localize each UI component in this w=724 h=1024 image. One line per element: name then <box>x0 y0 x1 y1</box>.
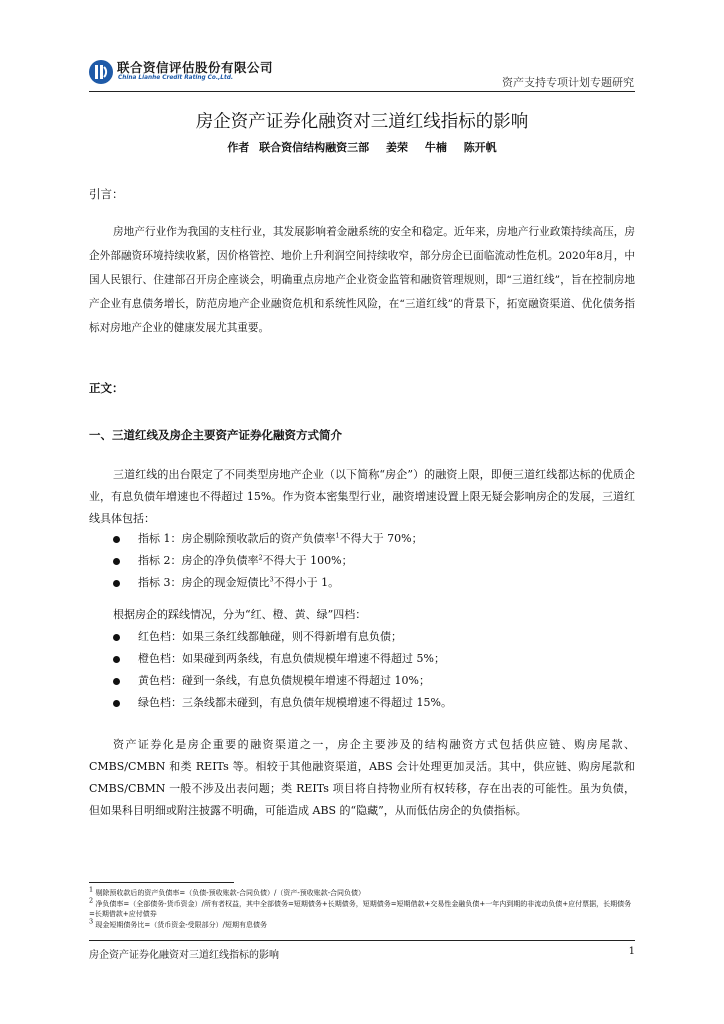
footnotes <box>89 885 635 930</box>
indicator-text: 不得小于 1。 <box>273 576 340 589</box>
footnote <box>89 885 635 899</box>
bullet-icon <box>113 580 120 587</box>
bullet-icon <box>113 678 120 685</box>
bullet-icon <box>113 634 120 641</box>
page-title: 房企资产证券化融资对三道红线指标的影响 <box>195 112 529 132</box>
list-item <box>89 626 635 648</box>
footnote-text: 净负债率=（全部债务-货币资金）/所有者权益，其中全部债务=短期债务+长期债务，短期债务=短期借款+交易性金融负债+一年内到期的非流动负债+应付票据，长期债务=长期借款+应付债券 <box>89 899 632 918</box>
list-item <box>89 670 635 692</box>
tier-text: 绿色档：三条线都未碰到，有息负债年规模增速不得超过 15%。 <box>138 696 452 709</box>
body-paragraph: 资产证券化是房企重要的融资渠道之一，房企主要涉及的结构融资方式包括供应链、购房尾款、CMBS/CMBN 和类 REITs 等。相较于其他融资渠道，ABS 会计处理更加灵活。其中，供应链、购房尾款和 CMBS/CBMN 一般不涉及出表问题；类 REITs 项目将自持物业所有权转移，存在出表的可能性。虽为负债，但如果科目明细或附注披露不明确，可能造成 ABS 的“隐藏”，从而低估房企的负债指标。 <box>89 738 635 817</box>
company-logo <box>89 58 289 92</box>
author-dept: 联合资信结构融资三部 <box>259 141 370 154</box>
tier-text: 黄色档：碰到一条线，有息负债规模年增速不得超过 10%； <box>138 674 430 687</box>
footnote-text: 现金短期债务比=（货币资金-受限部分）/短期有息债务 <box>95 920 267 929</box>
indicator-text: 指标 3：房企的现金短债比 <box>138 576 270 589</box>
indicator-text: 不得大于 100%； <box>262 554 353 567</box>
section-heading: 一、三道红线及房企主要资产证券化融资方式简介 <box>89 428 342 442</box>
list-item <box>89 550 635 572</box>
author-name: 陈开帆 <box>463 141 497 154</box>
footnote <box>89 896 635 920</box>
list-item <box>89 648 635 670</box>
bullet-icon <box>113 700 120 707</box>
header-divider <box>89 91 635 92</box>
bullet-icon <box>113 558 120 565</box>
footer-divider <box>89 940 635 941</box>
tier-list <box>89 626 635 714</box>
indicator-text: 指标 1：房企剔除预收款后的资产负债率 <box>138 532 336 545</box>
list-item <box>89 692 635 714</box>
footnote-ref[interactable]: 3 <box>269 575 274 584</box>
company-name-en: China Lianhe Credit Rating Co.,Ltd. <box>118 75 234 81</box>
footnote-ref[interactable]: 1 <box>335 531 340 540</box>
indicator-text: 指标 2：房企的净负债率 <box>138 554 259 567</box>
list-item <box>89 572 635 594</box>
author-label: 作者 <box>227 141 250 154</box>
page-number: 1 <box>628 946 635 957</box>
footnote-number: 3 <box>89 917 94 926</box>
bullet-icon <box>113 656 120 663</box>
indicator-text: 不得大于 70%； <box>339 532 423 545</box>
footer-title: 房企资产证券化融资对三道红线指标的影响 <box>89 950 279 961</box>
indicator-list <box>89 528 635 594</box>
author-name: 牛楠 <box>424 141 447 154</box>
intro-paragraph: 房地产行业作为我国的支柱行业，其发展影响着金融系统的安全和稳定。近年来，房地产行业政策持续高压，房企外部融资环境持续收紧，因价格管控、地价上升利润空间持续收窄，部分房企已面临流动性危机。2020年8月，中国人民银行、住建部召开房企座谈会，明确重点房地产企业资金监管和融资管理规则，即“三道红线”，旨在控制房地产企业有息债务增长，防范房地产企业融资危机和系统性风险，在“三道红线”的背景下，拓宽融资渠道、优化债务指标对房地产企业的健康发展尤其重要。 <box>89 226 635 334</box>
tiers-intro: 根据房企的踩线情况，分为“红、橙、黄、绿”四档： <box>113 608 367 621</box>
footnote-text: 剔除预收款后的资产负债率=（负债-预收账款-合同负债）/（资产-预收账款-合同负债） <box>95 889 366 897</box>
author-line <box>0 139 724 155</box>
body-paragraph: 三道红线的出台限定了不同类型房地产企业（以下简称“房企”）的融资上限，即便三道红线都达标的优质企业，有息负债年增速也不得超过 15%。作为资本密集型行业，融资增速设置上限无疑会影响房企的发展，三道红线具体包括： <box>89 468 635 525</box>
footnote <box>89 917 635 931</box>
company-name-cn: 联合资信评估股份有限公司 <box>117 60 274 75</box>
footnote-number: 2 <box>89 896 94 905</box>
footnote-divider <box>89 882 234 883</box>
intro-label: 引言： <box>89 187 124 201</box>
tier-text: 橙色档：如果碰到两条线，有息负债规模年增速不得超过 5%； <box>138 652 445 665</box>
footnote-ref[interactable]: 2 <box>258 553 263 562</box>
header-series-title: 资产支持专项计划专题研究 <box>502 76 634 89</box>
body-label: 正文： <box>89 381 124 395</box>
author-name: 姜荣 <box>386 141 408 154</box>
tier-text: 红色档：如果三条红线都触碰，则不得新增有息负债； <box>138 630 402 643</box>
footnote-number: 1 <box>89 885 94 894</box>
list-item <box>89 528 635 550</box>
bullet-icon <box>113 536 120 543</box>
company-emblem-icon <box>89 60 113 84</box>
